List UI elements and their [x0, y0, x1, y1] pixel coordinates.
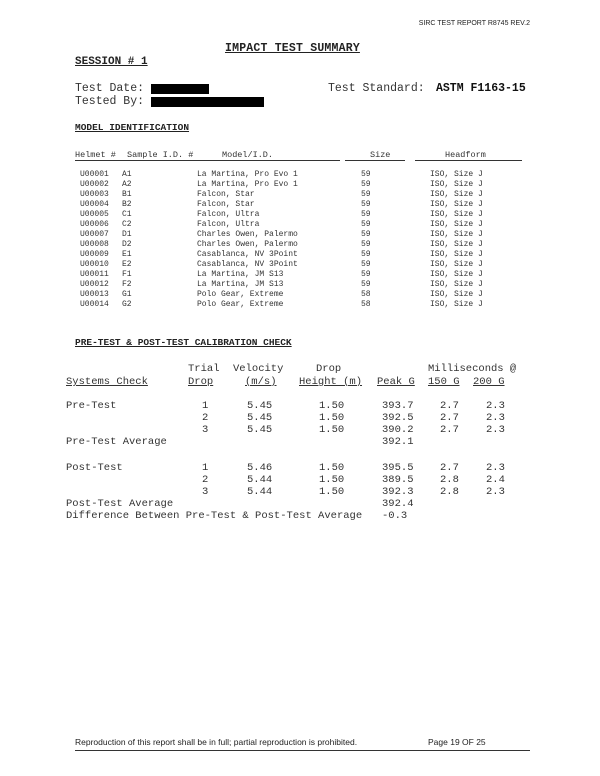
cell-size: 59 — [361, 260, 371, 269]
cal-velocity: 5.44 — [247, 474, 273, 486]
cal-trial: 2 — [202, 412, 209, 424]
cell-sample: D2 — [122, 240, 132, 249]
cell-helmet: U00004 — [80, 200, 109, 209]
pre-test-average-value: 392.1 — [382, 436, 414, 448]
cell-size: 59 — [361, 220, 371, 229]
cal-200g: 2.3 — [486, 412, 505, 424]
footer-rule — [75, 750, 530, 751]
col-sample: Sample I.D. # — [127, 150, 194, 160]
cell-model: Casablanca, NV 3Point — [197, 260, 298, 269]
cell-size: 59 — [361, 250, 371, 259]
header-underline-headform — [415, 160, 522, 161]
cell-size: 59 — [361, 200, 371, 209]
cal-trial: 1 — [202, 462, 209, 474]
tested-by-label: Tested By: — [75, 95, 145, 108]
cal-height: 1.50 — [319, 424, 345, 436]
cell-size: 59 — [361, 230, 371, 239]
cell-sample: E2 — [122, 260, 132, 269]
cal-peak: 390.2 — [382, 424, 414, 436]
cell-sample: G1 — [122, 290, 132, 299]
cell-size: 58 — [361, 300, 371, 309]
col-headform: Headform — [445, 150, 486, 160]
cell-headform: ISO, Size J — [430, 190, 483, 199]
cal-height: 1.50 — [319, 486, 345, 498]
post-test-label: Post-Test — [66, 462, 123, 474]
cal-velocity: 5.45 — [247, 424, 273, 436]
cell-headform: ISO, Size J — [430, 290, 483, 299]
cal-150g: 2.7 — [440, 400, 459, 412]
cell-headform: ISO, Size J — [430, 180, 483, 189]
cell-helmet: U00005 — [80, 210, 109, 219]
cal-150g: 2.8 — [440, 486, 459, 498]
model-identification-title: MODEL IDENTIFICATION — [75, 122, 190, 133]
cal-trial: 3 — [202, 486, 209, 498]
cell-sample: A2 — [122, 180, 132, 189]
cell-helmet: U00006 — [80, 220, 109, 229]
cell-sample: C2 — [122, 220, 132, 229]
cell-sample: E1 — [122, 250, 132, 259]
col-velocity-top: Velocity — [233, 363, 284, 375]
post-test-average-value: 392.4 — [382, 498, 414, 510]
cell-helmet: U00014 — [80, 300, 109, 309]
cal-height: 1.50 — [319, 474, 345, 486]
cell-sample: B2 — [122, 200, 132, 209]
cal-200g: 2.3 — [486, 486, 505, 498]
col-helmet: Helmet # — [75, 150, 116, 160]
header-underline-left — [75, 160, 340, 161]
cell-sample: A1 — [122, 170, 132, 179]
cal-peak: 393.7 — [382, 400, 414, 412]
cal-200g: 2.4 — [486, 474, 505, 486]
cal-200g: 2.3 — [486, 462, 505, 474]
cell-size: 59 — [361, 240, 371, 249]
cell-headform: ISO, Size J — [430, 240, 483, 249]
cal-height: 1.50 — [319, 412, 345, 424]
cell-model: Charles Owen, Palermo — [197, 230, 298, 239]
cal-height: 1.50 — [319, 400, 345, 412]
col-ms-top: Milliseconds @ — [428, 363, 517, 375]
redacted-tester-name — [151, 97, 264, 107]
cal-velocity: 5.45 — [247, 412, 273, 424]
col-200g: 200 G — [473, 376, 505, 388]
cell-model: La Martina, JM S13 — [197, 270, 284, 279]
session-label: SESSION # 1 — [75, 56, 148, 68]
header-underline-size — [345, 160, 405, 161]
cell-helmet: U00007 — [80, 230, 109, 239]
cell-sample: C1 — [122, 210, 132, 219]
post-test-average-label: Post-Test Average — [66, 498, 174, 510]
col-model: Model/I.D. — [222, 150, 274, 160]
cal-200g: 2.3 — [486, 424, 505, 436]
cell-model: La Martina, Pro Evo 1 — [197, 180, 298, 189]
cell-helmet: U00009 — [80, 250, 109, 259]
cell-size: 59 — [361, 190, 371, 199]
col-size: Size — [370, 150, 391, 160]
cell-size: 59 — [361, 170, 371, 179]
test-standard-value: ASTM F1163-15 — [436, 82, 526, 95]
cell-helmet: U00011 — [80, 270, 109, 279]
cell-size: 59 — [361, 270, 371, 279]
cell-headform: ISO, Size J — [430, 250, 483, 259]
cell-headform: ISO, Size J — [430, 280, 483, 289]
cal-trial: 2 — [202, 474, 209, 486]
cell-sample: F1 — [122, 270, 132, 279]
cal-200g: 2.3 — [486, 400, 505, 412]
cell-model: La Martina, JM S13 — [197, 280, 284, 289]
cal-trial: 3 — [202, 424, 209, 436]
page-number: Page 19 OF 25 — [428, 737, 486, 747]
cell-headform: ISO, Size J — [430, 300, 483, 309]
cell-helmet: U00013 — [80, 290, 109, 299]
cell-model: Polo Gear, Extreme — [197, 290, 284, 299]
cell-model: Falcon, Ultra — [197, 220, 260, 229]
cell-size: 59 — [361, 210, 371, 219]
col-150g: 150 G — [428, 376, 460, 388]
col-drop-height: Height (m) — [299, 376, 363, 388]
cell-headform: ISO, Size J — [430, 230, 483, 239]
col-systems-check: Systems Check — [66, 376, 148, 388]
test-standard-label: Test Standard: — [328, 82, 425, 95]
cal-peak: 395.5 — [382, 462, 414, 474]
pre-test-average-label: Pre-Test Average — [66, 436, 167, 448]
cell-model: Falcon, Ultra — [197, 210, 260, 219]
cell-helmet: U00002 — [80, 180, 109, 189]
cell-headform: ISO, Size J — [430, 220, 483, 229]
difference-value: -0.3 — [382, 510, 408, 522]
col-trial-drop: Drop — [188, 376, 214, 388]
cell-sample: G2 — [122, 300, 132, 309]
cell-headform: ISO, Size J — [430, 270, 483, 279]
cell-size: 59 — [361, 280, 371, 289]
cal-peak: 392.5 — [382, 412, 414, 424]
cell-model: Falcon, Star — [197, 200, 255, 209]
col-velocity-unit: (m/s) — [245, 376, 277, 388]
cal-trial: 1 — [202, 400, 209, 412]
cell-helmet: U00001 — [80, 170, 109, 179]
cell-helmet: U00008 — [80, 240, 109, 249]
cell-model: La Martina, Pro Evo 1 — [197, 170, 298, 179]
cal-velocity: 5.45 — [247, 400, 273, 412]
cell-model: Charles Owen, Palermo — [197, 240, 298, 249]
difference-label: Difference Between Pre-Test & Post-Test Average — [66, 510, 363, 522]
cell-sample: F2 — [122, 280, 132, 289]
redacted-test-date — [151, 84, 209, 94]
cal-velocity: 5.46 — [247, 462, 273, 474]
reproduction-notice: Reproduction of this report shall be in full; partial reproduction is prohibited. — [75, 737, 358, 747]
cal-150g: 2.7 — [440, 424, 459, 436]
cal-peak: 392.3 — [382, 486, 414, 498]
page-title: IMPACT TEST SUMMARY — [225, 42, 360, 55]
cell-helmet: U00012 — [80, 280, 109, 289]
cell-helmet: U00003 — [80, 190, 109, 199]
col-peak-g: Peak G — [377, 376, 415, 388]
cell-size: 58 — [361, 290, 371, 299]
cal-150g: 2.7 — [440, 412, 459, 424]
cal-150g: 2.8 — [440, 474, 459, 486]
cell-sample: D1 — [122, 230, 132, 239]
col-trial-top: Trial — [188, 363, 220, 375]
cell-model: Polo Gear, Extreme — [197, 300, 284, 309]
cell-headform: ISO, Size J — [430, 210, 483, 219]
cell-model: Casablanca, NV 3Point — [197, 250, 298, 259]
col-drop-top: Drop — [316, 363, 342, 375]
cell-model: Falcon, Star — [197, 190, 255, 199]
cell-size: 59 — [361, 180, 371, 189]
test-date-label: Test Date: — [75, 82, 145, 95]
calibration-title: PRE-TEST & POST-TEST CALIBRATION CHECK — [75, 337, 292, 348]
cell-headform: ISO, Size J — [430, 170, 483, 179]
cal-height: 1.50 — [319, 462, 345, 474]
cell-headform: ISO, Size J — [430, 200, 483, 209]
cell-headform: ISO, Size J — [430, 260, 483, 269]
cell-helmet: U00010 — [80, 260, 109, 269]
pre-test-label: Pre-Test — [66, 400, 117, 412]
cal-velocity: 5.44 — [247, 486, 273, 498]
cell-sample: B1 — [122, 190, 132, 199]
cal-150g: 2.7 — [440, 462, 459, 474]
report-id: SIRC TEST REPORT R8745 REV.2 — [418, 20, 530, 27]
cal-peak: 389.5 — [382, 474, 414, 486]
